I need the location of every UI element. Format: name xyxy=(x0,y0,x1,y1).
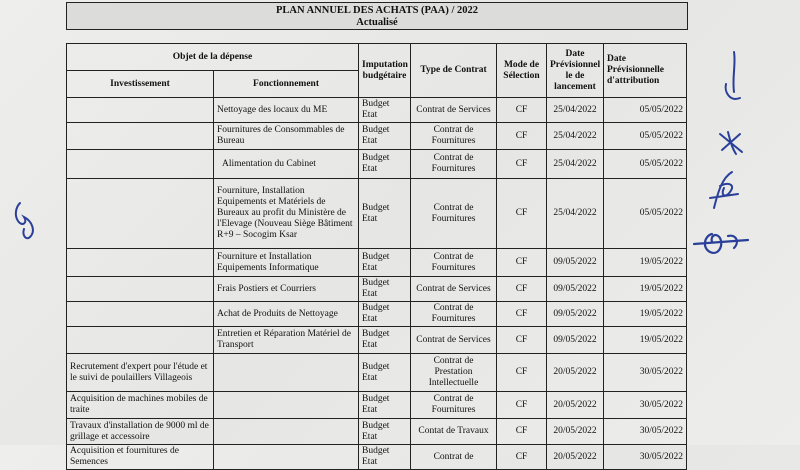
cell-date-lancement: 20/05/2022 xyxy=(547,445,604,470)
cell-imputation: Budget Etat xyxy=(359,98,411,123)
cell-date-lancement: 25/04/2022 xyxy=(547,150,604,179)
cell-mode: CF xyxy=(497,354,547,392)
cell-imputation: Budget Etat xyxy=(359,445,411,470)
cell-investissement xyxy=(67,98,214,123)
cell-investissement: Travaux d'installation de 9000 ml de grillage et accessoire xyxy=(67,419,214,445)
document-subtitle: Actualisé xyxy=(356,17,398,28)
purchase-plan-table xyxy=(66,43,687,470)
table-row xyxy=(67,123,687,150)
cell-type-contrat: Contrat de Fournitures xyxy=(411,249,497,277)
cell-type-contrat: Contrat de Fournitures xyxy=(411,302,497,327)
signature-1-icon xyxy=(712,48,752,108)
cell-mode: CF xyxy=(497,302,547,327)
cell-fonctionnement: Entretien et Réparation Matériel de Transport xyxy=(214,327,359,354)
cell-date-lancement: 09/05/2022 xyxy=(547,277,604,302)
cell-mode: CF xyxy=(497,327,547,354)
cell-date-lancement: 09/05/2022 xyxy=(547,249,604,277)
cell-mode: CF xyxy=(497,419,547,445)
cell-imputation: Budget Etat xyxy=(359,123,411,150)
cell-date-attribution: 19/05/2022 xyxy=(604,327,687,354)
cell-investissement: Recrutement d'expert pour l'étude et le suivi de poulaillers Villageois xyxy=(67,354,214,392)
cell-date-attribution: 30/05/2022 xyxy=(604,354,687,392)
cell-mode: CF xyxy=(497,277,547,302)
cell-imputation: Budget Etat xyxy=(359,277,411,302)
cell-fonctionnement: Nettoyage des locaux du ME xyxy=(214,98,359,123)
table-row xyxy=(67,302,687,327)
cell-fonctionnement: Fourniture, Installation Equipements et Matériels de Bureaux au profit du Ministère de l'Elevage (Nouveau Siège Bâtiment R+9 – Socogim Ksar xyxy=(214,179,359,249)
cell-mode: CF xyxy=(497,179,547,249)
cell-mode: CF xyxy=(497,150,547,179)
table-row xyxy=(67,354,687,392)
cell-investissement xyxy=(67,150,214,179)
cell-investissement: Acquisition de machines mobiles de traite xyxy=(67,392,214,419)
cell-date-lancement: 20/05/2022 xyxy=(547,419,604,445)
header-mode: Mode de Sélection xyxy=(497,44,547,98)
cell-type-contrat: Contrat de Prestation Intellectuelle xyxy=(411,354,497,392)
signature-initial-left-icon xyxy=(8,195,48,245)
signature-3-icon xyxy=(700,168,750,216)
cell-date-lancement: 25/04/2022 xyxy=(547,179,604,249)
cell-date-lancement: 09/05/2022 xyxy=(547,327,604,354)
document-title-box xyxy=(66,2,688,30)
cell-date-lancement: 20/05/2022 xyxy=(547,392,604,419)
table-row xyxy=(67,179,687,249)
cell-date-attribution: 19/05/2022 xyxy=(604,249,687,277)
table-row xyxy=(67,249,687,277)
cell-imputation: Budget Etat xyxy=(359,354,411,392)
cell-investissement xyxy=(67,277,214,302)
cell-mode: CF xyxy=(497,392,547,419)
cell-fonctionnement: Achat de Produits de Nettoyage xyxy=(214,302,359,327)
cell-imputation: Budget Etat xyxy=(359,327,411,354)
table-row xyxy=(67,277,687,302)
header-type-contrat: Type de Contrat xyxy=(411,44,497,98)
cell-type-contrat: Contrat de Fournitures xyxy=(411,150,497,179)
cell-mode: CF xyxy=(497,123,547,150)
cell-date-attribution: 05/05/2022 xyxy=(604,179,687,249)
cell-type-contrat: Contrat de Fournitures xyxy=(411,392,497,419)
cell-fonctionnement xyxy=(214,419,359,445)
cell-investissement xyxy=(67,302,214,327)
cell-fonctionnement xyxy=(214,354,359,392)
header-fonctionnement: Fonctionnement xyxy=(214,71,359,98)
cell-mode: CF xyxy=(497,98,547,123)
header-investissement: Investissement xyxy=(67,71,214,98)
cell-type-contrat: Contrat de Services xyxy=(411,98,497,123)
cell-date-attribution: 30/05/2022 xyxy=(604,392,687,419)
cell-type-contrat: Contat de Travaux xyxy=(411,419,497,445)
header-date-attribution: Date Prévisionnelle d'attribution xyxy=(604,44,687,98)
cell-type-contrat: Contrat de Services xyxy=(411,327,497,354)
cell-imputation: Budget Etat xyxy=(359,392,411,419)
cell-fonctionnement: Fournitures de Consommables de Bureau xyxy=(214,123,359,150)
signature-4-icon xyxy=(690,226,754,260)
cell-imputation: Budget Etat xyxy=(359,249,411,277)
cell-date-attribution: 19/05/2022 xyxy=(604,277,687,302)
cell-imputation: Budget Etat xyxy=(359,150,411,179)
cell-investissement xyxy=(67,249,214,277)
cell-investissement: Acquisition et fournitures de Semences xyxy=(67,445,214,470)
cell-fonctionnement xyxy=(214,445,359,470)
cell-date-lancement: 20/05/2022 xyxy=(547,354,604,392)
cell-date-attribution: 05/05/2022 xyxy=(604,150,687,179)
cell-type-contrat: Contrat de Services xyxy=(411,277,497,302)
cell-type-contrat: Contrat de Fournitures xyxy=(411,123,497,150)
cell-date-attribution: 30/05/2022 xyxy=(604,419,687,445)
cell-mode: CF xyxy=(497,249,547,277)
table-row xyxy=(67,419,687,445)
cell-date-attribution: 05/05/2022 xyxy=(604,98,687,123)
cell-fonctionnement: Alimentation du Cabinet xyxy=(214,150,359,179)
signature-2-icon xyxy=(712,128,752,158)
cell-type-contrat: Contrat de xyxy=(411,445,497,470)
cell-investissement xyxy=(67,327,214,354)
cell-date-lancement: 25/04/2022 xyxy=(547,123,604,150)
table-row xyxy=(67,392,687,419)
table-row xyxy=(67,445,687,470)
cell-date-lancement: 25/04/2022 xyxy=(547,98,604,123)
cell-imputation: Budget Etat xyxy=(359,179,411,249)
cell-date-attribution: 05/05/2022 xyxy=(604,123,687,150)
cell-fonctionnement xyxy=(214,392,359,419)
cell-mode: CF xyxy=(497,445,547,470)
cell-fonctionnement: Frais Postiers et Courriers xyxy=(214,277,359,302)
table-row xyxy=(67,327,687,354)
cell-fonctionnement: Fourniture et Installation Equipements Informatique xyxy=(214,249,359,277)
header-date-lancement: Date Prévisionnel le de lancement xyxy=(547,44,604,98)
cell-imputation: Budget Etat xyxy=(359,302,411,327)
cell-investissement xyxy=(67,179,214,249)
cell-type-contrat: Contrat de Fournitures xyxy=(411,179,497,249)
cell-imputation: Budget Etat xyxy=(359,419,411,445)
table-row xyxy=(67,150,687,179)
cell-date-attribution: 19/05/2022 xyxy=(604,302,687,327)
cell-investissement xyxy=(67,123,214,150)
header-objet: Objet de la dépense xyxy=(67,44,359,71)
table-row xyxy=(67,98,687,123)
header-imputation: Imputation budgétaire xyxy=(359,44,411,98)
cell-date-lancement: 09/05/2022 xyxy=(547,302,604,327)
document-title: PLAN ANNUEL DES ACHATS (PAA) / 2022 xyxy=(275,5,479,16)
cell-date-attribution: 30/05/2022 xyxy=(604,445,687,470)
